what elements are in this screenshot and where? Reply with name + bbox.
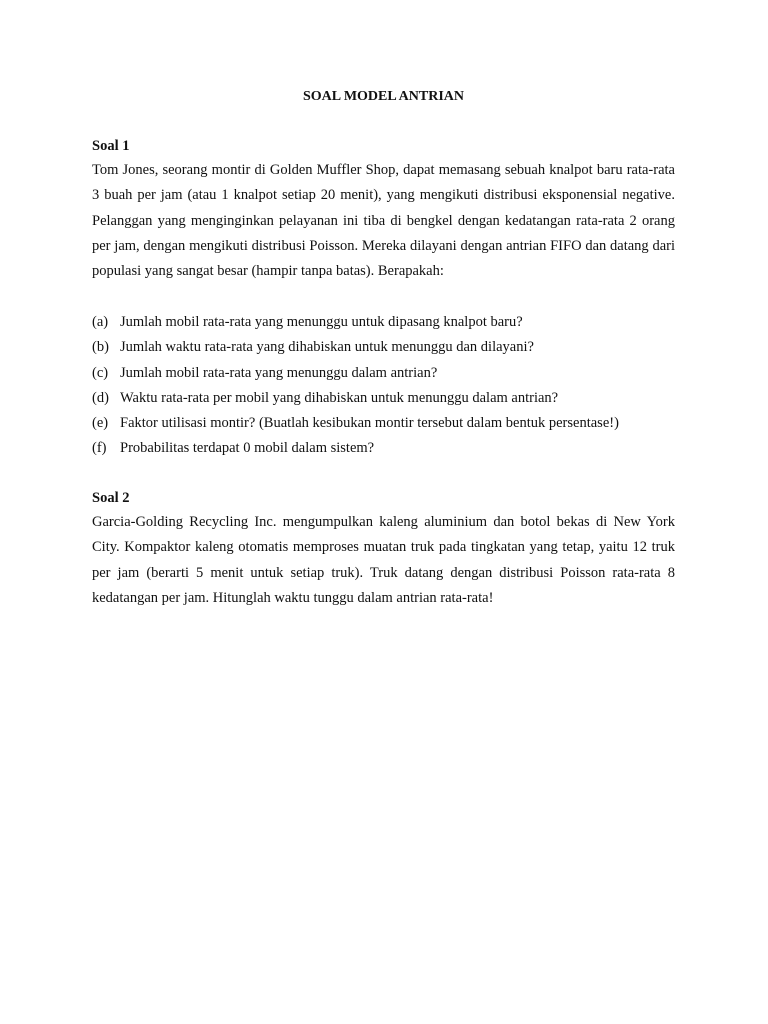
question-item-e xyxy=(92,411,675,436)
question-item-f xyxy=(92,436,675,461)
soal-1-paragraph: Tom Jones, seorang montir di Golden Muffler Shop, dapat memasang sebuah knalpot baru rata-rata 3 buah per jam (atau 1 knalpot setiap 20 menit), yang mengikuti distribusi eksponensial negative. Pelanggan yang menginginkan pelayanan ini tiba di bengkel dengan kedatangan rata-rata 2 orang per jam, dengan mengikuti distribusi Poisson. Mereka dilayani dengan antrian FIFO dan datang dari populasi yang sangat besar (hampir tanpa batas). Berapakah: xyxy=(92,162,675,280)
question-text: Jumlah mobil rata-rata yang menunggu dalam antrian? xyxy=(120,364,438,381)
question-item-a xyxy=(92,310,675,335)
question-marker: (d) xyxy=(92,389,109,406)
document-title: SOAL MODEL ANTRIAN xyxy=(302,89,465,104)
question-text: Jumlah waktu rata-rata yang dihabiskan untuk menunggu dan dilayani? xyxy=(120,339,534,356)
soal-2-heading: Soal 2 xyxy=(92,490,130,506)
question-item-c xyxy=(92,361,675,386)
soal-1-heading: Soal 1 xyxy=(92,138,130,154)
question-marker: (e) xyxy=(92,415,109,432)
question-text: Probabilitas terdapat 0 mobil dalam sistem? xyxy=(120,440,375,457)
question-marker: (b) xyxy=(92,339,109,356)
question-marker: (c) xyxy=(92,364,109,381)
question-text: Waktu rata-rata per mobil yang dihabiskan untuk menunggu dalam antrian? xyxy=(120,389,559,406)
question-marker: (a) xyxy=(92,314,109,330)
question-marker: (f) xyxy=(92,440,107,457)
question-text: Faktor utilisasi montir? (Buatlah kesibukan montir tersebut dalam bentuk persentase!) xyxy=(120,415,619,432)
question-item-d xyxy=(92,386,675,411)
soal-1-question-list xyxy=(92,310,675,462)
question-text: Jumlah mobil rata-rata yang menunggu untuk dipasang knalpot baru? xyxy=(120,314,523,330)
soal-2-paragraph: Garcia-Golding Recycling Inc. mengumpulkan kaleng aluminium dan botol bekas di New York City. Kompaktor kaleng otomatis memproses muatan truk pada tingkatan yang tetap, yaitu 12 truk per jam (berarti 5 menit untuk setiap truk). Truk datang dengan distribusi Poisson rata-rata 8 kedatangan per jam. Hitunglah waktu tunggu dalam antrian rata-rata! xyxy=(92,514,675,606)
question-item-b xyxy=(92,335,675,360)
